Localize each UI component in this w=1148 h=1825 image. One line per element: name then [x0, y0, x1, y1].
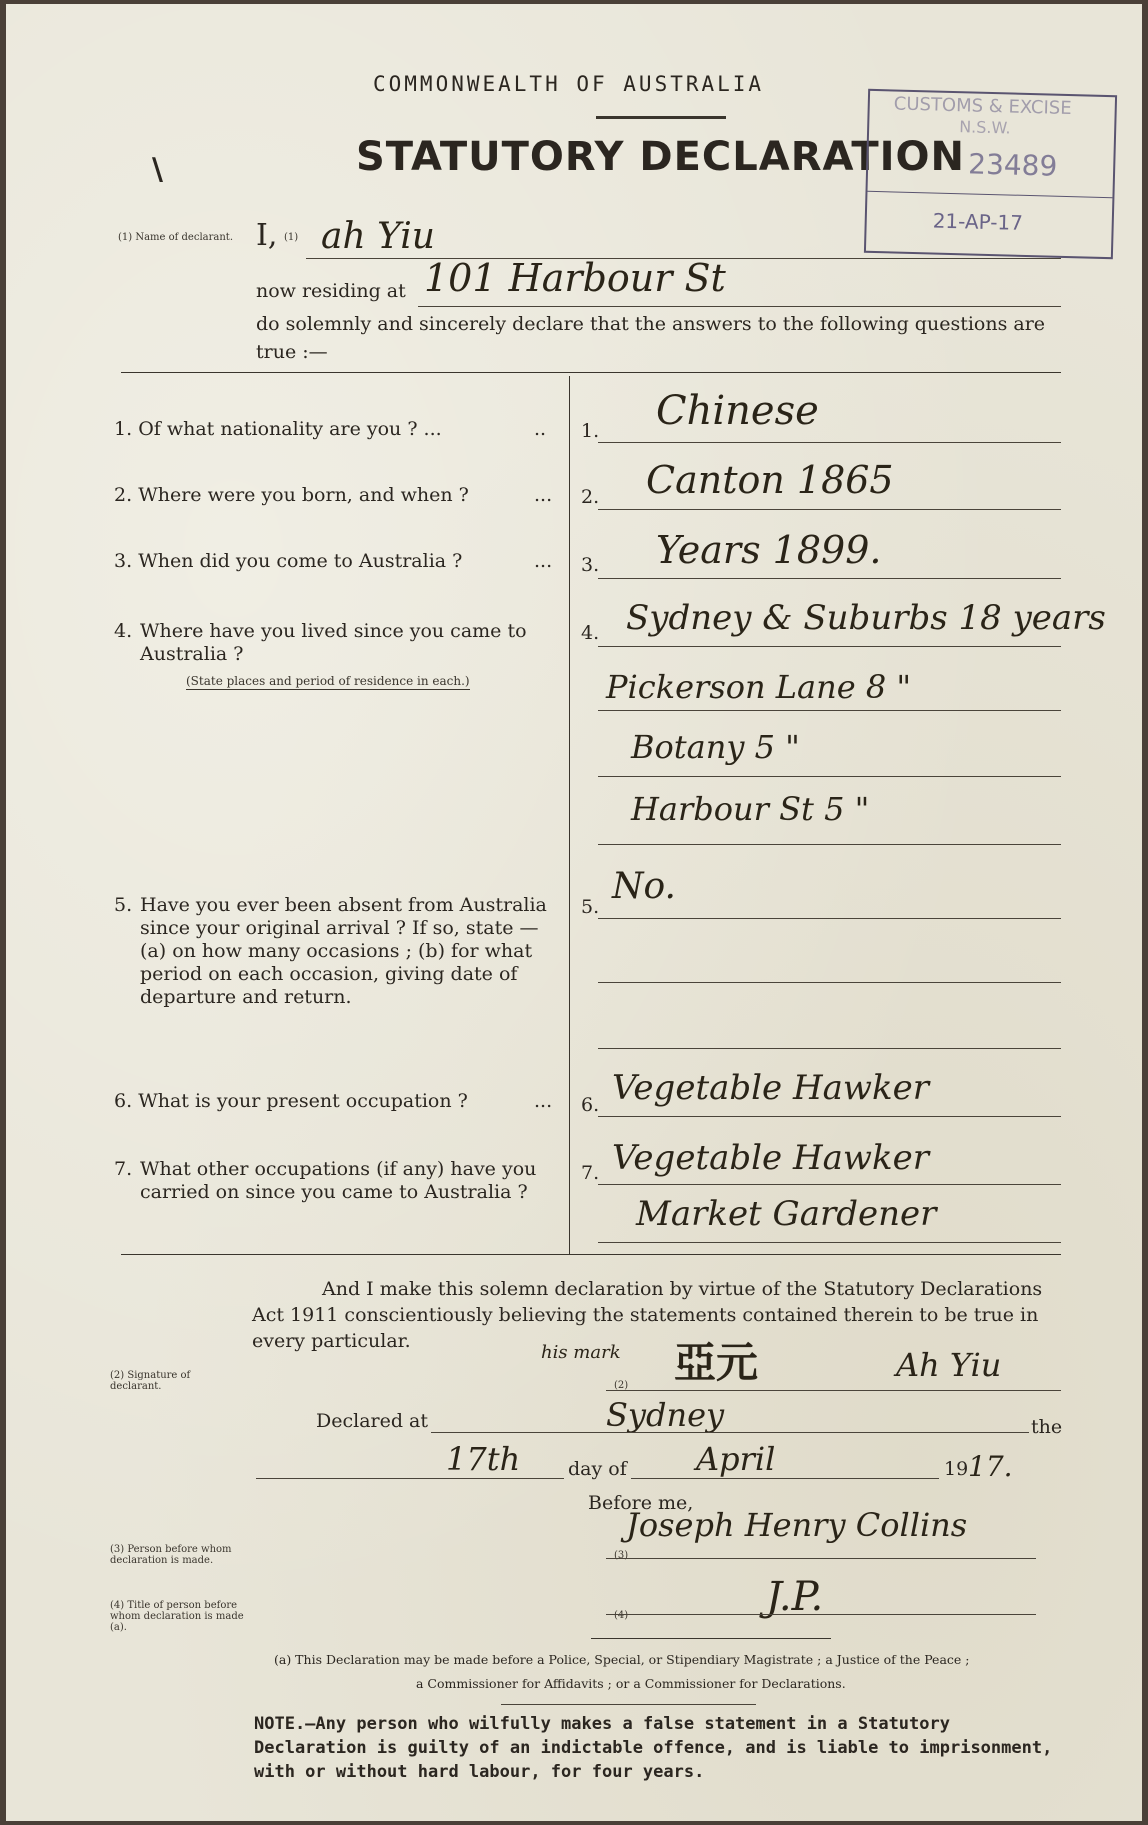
q6-num: 6.: [114, 1090, 133, 1112]
question-3: [114, 550, 553, 573]
a1-num: 1.: [581, 420, 600, 442]
question-6: [114, 1090, 553, 1113]
a1-line: [598, 442, 1061, 443]
a4-line-1: [598, 646, 1061, 647]
a3-line: [598, 578, 1061, 579]
stamp-rule: [867, 191, 1112, 198]
q7-num: 7.: [114, 1158, 133, 1180]
a4-num: 4.: [581, 622, 600, 644]
title-side-note: (4) Title of person before whom declaration is made (a).: [110, 1600, 244, 1633]
footnote-line-2: a Commissioner for Affidavits ; or a Commissioner for Declarations.: [416, 1676, 846, 1691]
witness-signature: Joseph Henry Collins: [626, 1506, 968, 1544]
q2-num: 2.: [114, 484, 133, 506]
signature-line: [606, 1390, 1061, 1391]
customs-stamp: [864, 89, 1117, 259]
declaration-bottom-rule: [591, 1638, 831, 1639]
before-me-label: Before me,: [588, 1492, 694, 1514]
document-page: [6, 4, 1142, 1821]
declare-text: do solemnly and sincerely declare that the answers to the following questions are true :—: [256, 313, 1046, 363]
place-line: [431, 1432, 1029, 1433]
footnote-divider: [501, 1704, 756, 1705]
q7-text: What other occupations (if any) have you carried on since you came to Australia ?: [140, 1158, 537, 1203]
column-divider: [569, 376, 570, 1254]
stamp-office: CUSTOMS & EXCISE: [893, 93, 1072, 120]
day-of-label: day of: [568, 1458, 627, 1480]
declarant-side-note: (1) Name of declarant.: [118, 232, 233, 243]
a4-line-2: [598, 710, 1061, 711]
declarant-ref: (1): [284, 232, 299, 243]
q6-dots: ...: [534, 1090, 553, 1112]
a5-line-1: [598, 918, 1061, 919]
stamp-number: 23489: [967, 147, 1058, 183]
note-text: Any person who wilfully makes a false statement in a Statutory Declaration is guilty of an indictable offence, and is liable to imprisonment, with or without hard labour, for four years.: [254, 1714, 1053, 1782]
address-line: [418, 306, 1061, 307]
a7-line-1: [598, 1184, 1061, 1185]
signature-ref: (2): [614, 1380, 629, 1391]
signature-side-note: (2) Signature of declarant.: [110, 1370, 191, 1392]
residing-label: now residing at: [256, 280, 406, 302]
page-title: STATUTORY DECLARATION: [356, 134, 966, 180]
a5-num: 5.: [581, 896, 600, 918]
declared-day: 17th: [446, 1440, 521, 1478]
answer-7-line-2: Market Gardener: [636, 1194, 937, 1234]
q2-dots: ...: [534, 484, 553, 506]
q1-num: 1.: [114, 418, 133, 440]
footnote-line-1: (a) This Declaration may be made before a Police, Special, or Stipendiary Magistrate ; a Justice of the Peace ;: [274, 1652, 970, 1667]
answer-1: Chinese: [656, 388, 819, 434]
person-line: [606, 1558, 1036, 1559]
q4-note: (State places and period of residence in each.): [186, 674, 470, 688]
answer-3: Years 1899.: [656, 528, 882, 572]
a6-line: [598, 1116, 1061, 1117]
person-ref: (3): [614, 1550, 629, 1561]
question-1: [114, 418, 547, 441]
i-label: I,: [256, 218, 278, 253]
a3-num: 3.: [581, 554, 600, 576]
answer-4-line-2: Pickerson Lane 8 ": [606, 668, 912, 706]
header-divider: [596, 116, 726, 119]
declarant-name: ah Yiu: [321, 216, 435, 257]
question-4: [114, 620, 559, 665]
questions-bottom-rule: [121, 1254, 1061, 1255]
declarant-address: 101 Harbour St: [424, 256, 726, 300]
declarant-signature: Ah Yiu: [896, 1346, 1002, 1384]
stamp-date: 21-AP-17: [932, 208, 1024, 235]
margin-mark: \: [152, 152, 163, 187]
declared-at-label: Declared at: [316, 1410, 429, 1432]
a4-line-4: [598, 844, 1061, 845]
q2-text: Where were you born, and when ?: [138, 484, 469, 506]
title-ref: (4): [614, 1610, 629, 1621]
declared-place: Sydney: [606, 1396, 725, 1434]
q3-text: When did you come to Australia ?: [138, 550, 463, 572]
a2-num: 2.: [581, 486, 600, 508]
person-side-note: (3) Person before whom declaration is made.: [110, 1544, 232, 1566]
witness-title: J.P.: [766, 1574, 824, 1620]
day-line: [256, 1478, 564, 1479]
country-heading: COMMONWEALTH OF AUSTRALIA: [373, 72, 765, 96]
a5-line-2: [598, 982, 1061, 983]
answer-2: Canton 1865: [646, 458, 894, 502]
a7-line-2: [598, 1242, 1061, 1243]
q1-dots: ..: [534, 418, 547, 440]
question-2: [114, 484, 553, 507]
answer-4-line-1: Sydney & Suburbs 18 years: [626, 598, 1106, 638]
the-label: the: [1031, 1416, 1063, 1438]
title-line: [606, 1614, 1036, 1615]
q4-text: Where have you lived since you came to Australia ?: [140, 620, 527, 665]
answer-4-line-4: Harbour St 5 ": [631, 790, 870, 828]
answer-5: No.: [612, 866, 676, 907]
q1-text: Of what nationality are you ? ...: [138, 418, 442, 440]
a2-line: [598, 509, 1061, 510]
q6-text: What is your present occupation ?: [138, 1090, 468, 1112]
answer-4-line-3: Botany 5 ": [631, 728, 800, 766]
q3-num: 3.: [114, 550, 133, 572]
year-suffix: 17.: [968, 1450, 1013, 1483]
his-mark-note: his mark: [541, 1342, 621, 1363]
declaration-text: And I make this solemn declaration by virtue of the Statutory Declarations Act 1911 conscientiously believing the statements contained therein to be true in every particular.: [252, 1278, 1043, 1352]
month-line: [631, 1478, 939, 1479]
a5-line-3: [598, 1048, 1061, 1049]
chinese-signature: 亞元: [674, 1338, 759, 1387]
q3-dots: ...: [534, 550, 553, 572]
a7-num: 7.: [581, 1162, 600, 1184]
declared-month: April: [696, 1440, 776, 1478]
q5-text: Have you ever been absent from Australia since your original arrival ? If so, state —(a) on how many occasions ; (b) for what period on each occasion, giving date of departure and return.: [140, 894, 547, 1008]
answer-6: Vegetable Hawker: [612, 1068, 929, 1108]
q4-num: 4.: [114, 620, 133, 642]
questions-top-rule: [121, 372, 1061, 373]
a6-num: 6.: [581, 1094, 600, 1116]
note-block: [254, 1712, 1064, 1784]
q5-num: 5.: [114, 894, 133, 916]
a4-line-3: [598, 776, 1061, 777]
answer-7-line-1: Vegetable Hawker: [612, 1138, 929, 1178]
note-label: NOTE.—: [254, 1714, 316, 1734]
stamp-state: N.S.W.: [958, 117, 1011, 138]
year-prefix: 19: [944, 1458, 969, 1480]
